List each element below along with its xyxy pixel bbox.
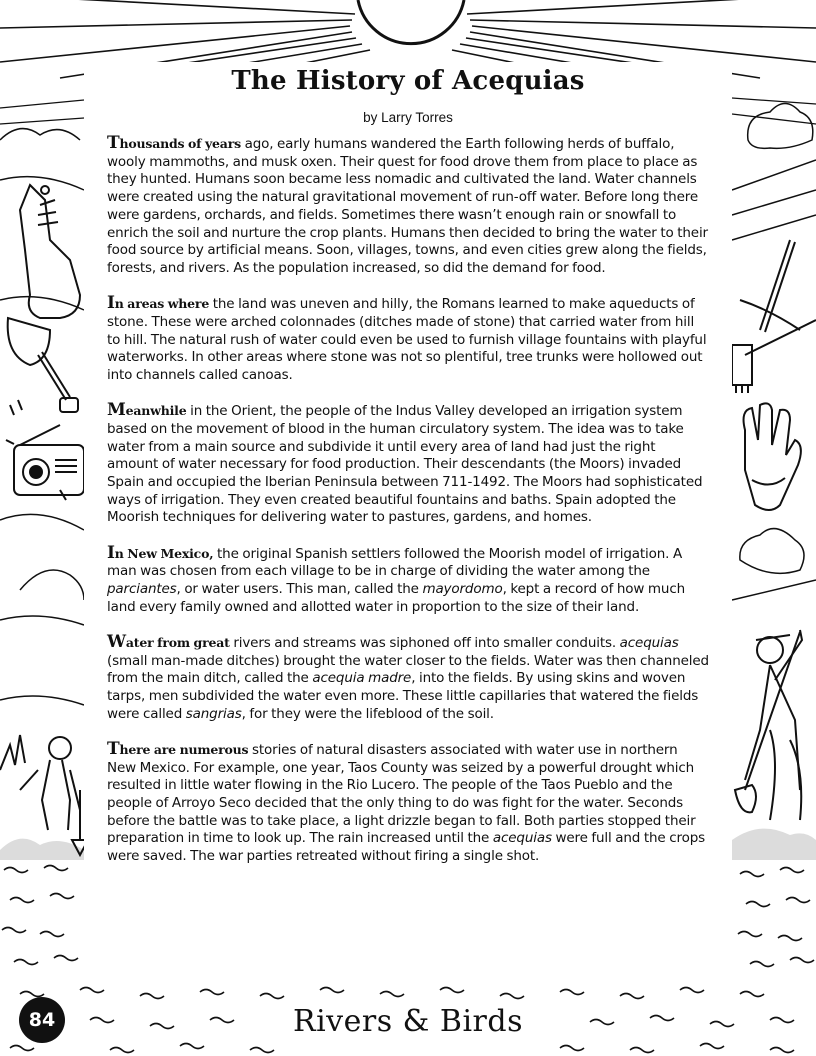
- drop-cap: T: [107, 738, 120, 759]
- paragraph: [107, 135, 709, 278]
- paragraph-text: stories of natural disasters associated with water use in northern New Mexico. For example, one year, Taos County was seized by a powerful drought which resulted in little water flowing in the Rio Lucero. The people of the Taos Pueblo and the people of Arroyo Seco decided that the only thing to do was fight for the water. Seconds before the battle was to take place, a light drizzle began to fall. Both parties stopped their preparation in time to look up. The rain increased until the: [107, 741, 696, 847]
- footer-book-title: Rivers & Birds: [293, 1004, 523, 1039]
- italic-term: acequias: [619, 634, 679, 651]
- lead-in-text: housands of years: [119, 136, 241, 151]
- child-digging-icon: [0, 735, 88, 855]
- lead-in: [107, 133, 241, 153]
- article-panel: [84, 62, 732, 984]
- hiking-boot-icon: [20, 185, 80, 318]
- paragraph: [107, 402, 709, 527]
- paragraph-text: , into the fields. By using skins and woven tarps, men subdivided the water even more. These little capillaries that watered the fields were called: [107, 670, 699, 722]
- paragraph-text: the land was uneven and hilly, the Romans learned to make aqueducts of stone. These were arched colonnades (ditches made of stone) that carried water from hill to hill. The natural rush of water could even be used to furnish village fountains with playful waterworks. In other areas where stone was not so plentiful, tree trunks were hollowed out into channels called canoas.: [107, 296, 707, 383]
- paragraph: [107, 542, 709, 617]
- man-digging-icon: [735, 630, 802, 820]
- lead-in-text: n New Mexico,: [114, 545, 214, 561]
- lead-in: [107, 293, 210, 314]
- drop-cap: T: [107, 133, 120, 153]
- lead-in: [107, 542, 214, 563]
- lead-in-text: eanwhile: [125, 403, 187, 419]
- shovel-icon: [8, 318, 78, 412]
- lead-in: [107, 631, 230, 652]
- lead-in: [107, 738, 249, 759]
- drop-cap: M: [107, 400, 126, 421]
- page-title: The History of Acequias: [231, 66, 585, 96]
- work-glove-icon: [744, 403, 801, 510]
- rake-icon: [732, 320, 816, 393]
- byline: by Larry Torres: [363, 110, 453, 125]
- drop-cap: W: [107, 631, 126, 652]
- paragraph-text: , kept a record of how much land every family owned and allotted water in proportion to the size of their land.: [107, 580, 686, 615]
- lead-in-text: ater from great: [125, 634, 230, 650]
- lead-in: [107, 400, 187, 421]
- paragraph: [107, 738, 709, 866]
- paragraph: [107, 631, 709, 724]
- paragraph-text: in the Orient, the people of the Indus Valley developed an irrigation system based on the movement of blood in the human circulatory system. The idea was to take water from a main source and subdivide it until every area of land had just the right amount of water necessary for food production. Their descendants (the Moors) invaded Spain and occupied the Iberian Peninsula between 711-1492. The Moors had sophisticated ways of irrigation. They even created beautiful fountains and baths. Spain adopted the Moorish techniques for delivering water to pastures, gardens, and homes.: [107, 403, 703, 526]
- lead-in-text: here are numerous: [119, 741, 249, 757]
- paragraph-text: , for they were the lifeblood of the soil.: [241, 705, 494, 722]
- paragraph-text: were full and the crops were saved. The war parties retreated without firing a single shot.: [107, 830, 705, 865]
- page-number-badge: 84: [19, 997, 65, 1043]
- paragraph-text: (small man-made ditches) brought the water closer to the fields. Water was then channeled from the main ditch, called the: [107, 652, 709, 687]
- italic-term: acequia madre: [312, 670, 412, 687]
- pickaxe-icon: [740, 240, 800, 332]
- paragraph-text: , or water users. This man, called the: [176, 580, 423, 597]
- paragraph-text: rivers and streams was siphoned off into smaller conduits.: [229, 634, 620, 651]
- italic-term: mayordomo: [422, 580, 503, 597]
- drop-cap: I: [107, 293, 115, 314]
- italic-term: acequias: [492, 830, 552, 847]
- article-body: [107, 135, 709, 883]
- paragraph-text: ago, early humans wandered the Earth following herds of buffalo, wooly mammoths, and musk oxen. Their quest for food drove them from place to place as they hunted. Humans soon became less nomadic and cultivated the land. Water channels were created using the natural gravitational movement of run-off water. Before long there were gardens, orchards, and fields. Sometimes there wasn’t enough rain or snowfall to enrich the soil and nurture the crop plants. Humans then decided to bring the water to their food source by artificial means. Soon, villages, towns, and even cities grew along the fields, forests, and rivers. As the population increased, so did the demand for food.: [107, 136, 708, 276]
- paragraph: [107, 295, 709, 385]
- lead-in-text: n areas where: [114, 296, 210, 312]
- italic-term: parciantes: [107, 580, 177, 597]
- radio-icon: [6, 400, 84, 500]
- italic-term: sangrias: [185, 705, 242, 722]
- paragraph-text: the original Spanish settlers followed the Moorish model of irrigation. A man was chosen from each village to be in charge of dividing the water among the: [107, 545, 683, 580]
- right-clouds-icon: [732, 104, 816, 601]
- drop-cap: I: [107, 542, 115, 563]
